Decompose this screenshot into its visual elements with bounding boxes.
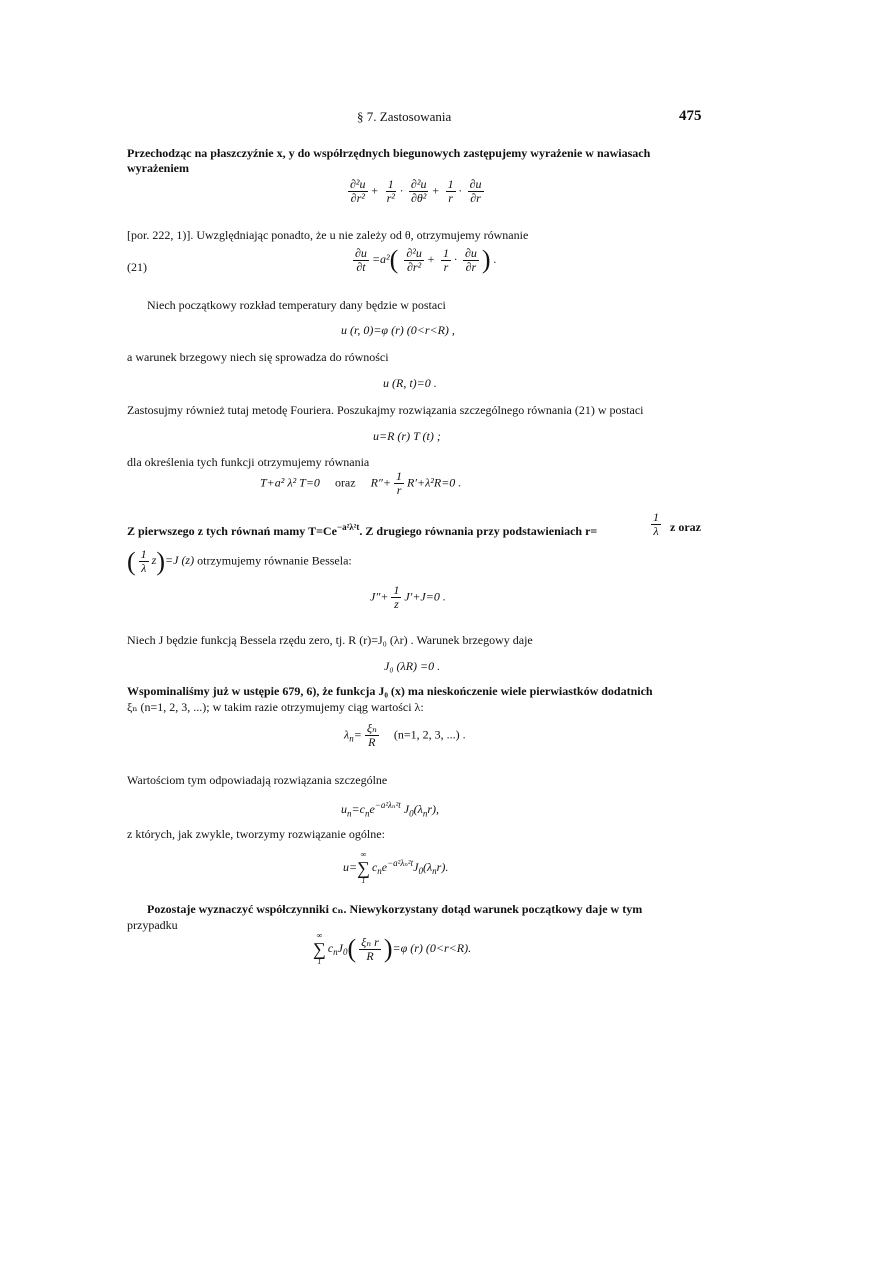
j0-condition: J₀ (λR) =0 .	[384, 659, 441, 673]
paragraph-7: Z pierwszego z tych równań mamy $T=Ce^{-a^2\lambda^2t}$. Z drugiego równania przy podstawieniach r=	[127, 522, 598, 538]
paragraph-6: dla określenia tych funkcji otrzymujemy równania	[127, 455, 370, 469]
paragraph-13-cont: przypadku	[127, 918, 178, 932]
paragraph-11: Wartościom tym odpowiadają rozwiązania szczególne	[127, 773, 388, 787]
paragraph-5: Zastosujmy również tutaj metodę Fouriera. Poszukajmy rozwiązania szczególnego równania (21) w postaci	[127, 403, 644, 417]
initial-condition: u (r, 0)=φ (r) (0<r<R) ,	[341, 323, 455, 337]
paragraph-2: [por. 222, 1)]. Uwzględniając ponadto, że u nie zależy od θ, otrzymujemy równanie	[127, 228, 529, 242]
paragraph-4: a warunek brzegowy niech się sprowadza do równości	[127, 350, 389, 364]
particular-solution: $u_n=c_ne^{-a^2\lambda_n^2t}$ $J_0(\lambda_nr)$,	[341, 800, 439, 819]
laplacian-expression: $\frac{\text{∂²u}}{\text{∂r²}}$ + $\frac{1}{\text{r²}}$ · $\frac{\text{∂²u}}{\text{∂θ²}}$ + $\frac{1}{r}$ · $\frac{\partial u}{\partial r}$	[350, 177, 482, 205]
running-header: § 7. Zastosowania	[357, 109, 452, 124]
page-number: 475	[679, 108, 702, 124]
lambda-range: (n=1, 2, 3, ...) .	[393, 727, 466, 742]
lambda-n-formula: $\lambda_n=$ $\frac{\text{ξₙ}}{R}$ (n=1, 2, 3, ...) .	[344, 721, 466, 749]
oraz-word: oraz	[334, 475, 356, 490]
paragraph-1: Przechodząc na płaszczyźnie x, y do współrzędnych biegunowych zastępujemy wyrażenie w nawiasach	[127, 146, 651, 160]
separated-equations: T+a² λ² T=0 oraz R″+ $\frac{1}{r}$ R′+λ²R=0 .	[260, 469, 462, 497]
paragraph-7-end: z oraz	[670, 520, 701, 534]
substitution-fraction: $\frac{1}{\lambda}$	[653, 510, 659, 538]
paragraph-13: Pozostaje wyznaczyć współczynniki cₙ. Niewykorzystany dotąd warunek początkowy daje w tym	[147, 902, 643, 916]
paragraph-7-part-a: Z pierwszego z tych równań mamy T=Ce	[127, 524, 337, 538]
paragraph-8-text: otrzymujemy równanie Bessela:	[197, 553, 352, 568]
paragraph-10: Wspominaliśmy już w ustępie 679, 6), że funkcja J₀ (x) ma nieskończenie wiele pierwiastków dodatnich	[127, 684, 653, 698]
boundary-condition: u (R, t)=0 .	[383, 376, 437, 390]
paragraph-8: ( $\frac{1}{\lambda}$ z)=J (z) otrzymujemy równanie Bessela:	[127, 547, 352, 576]
paragraph-10-cont: ξₙ (n=1, 2, 3, ...); w takim razie otrzymujemy ciąg wartości λ:	[127, 700, 424, 714]
paragraph-12: z których, jak zwykle, tworzymy rozwiązanie ogólne:	[127, 827, 385, 841]
series-condition-tail: =φ (r) (0<r<R).	[392, 940, 472, 955]
paragraph-7-part-b: . Z drugiego równania przy podstawieniach r=	[359, 524, 598, 538]
paragraph-1-cont: wyrażeniem	[127, 161, 189, 175]
series-initial-condition: ∞ ∑ 1 $c_nJ_0$( $\frac{\text{ξₙ r}}{R}$ )=φ (r) (0<r<R).	[313, 931, 472, 966]
bessel-equation: J″+ $\frac{1}{z}$ J'+J=0 .	[370, 583, 446, 611]
paragraph-9: Niech J będzie funkcją Bessela rzędu zero, tj. R (r)=J₀ (λr) . Warunek brzegowy daje	[127, 633, 533, 647]
general-solution: u= ∞ ∑ 1 $c_ne^{-a^2\lambda_n^2t}J_0(\lambda_nr)$.	[343, 850, 449, 885]
equation-21-label: (21)	[127, 260, 147, 274]
paragraph-3: Niech początkowy rozkład temperatury dany będzie w postaci	[147, 298, 446, 312]
bessel-equation-tail: J'+J=0 .	[404, 589, 446, 604]
t-equation: T+a² λ² T=0	[260, 475, 320, 490]
equation-21: $\frac{\partial u}{\partial t}$ =a²( $\frac{\text{∂²u}}{\text{∂r²}}$ + $\frac{1}{r}$ · $\frac{\partial u}{\partial r}$ ) .	[355, 245, 497, 274]
product-form: u=R (r) T (t) ;	[373, 429, 441, 443]
